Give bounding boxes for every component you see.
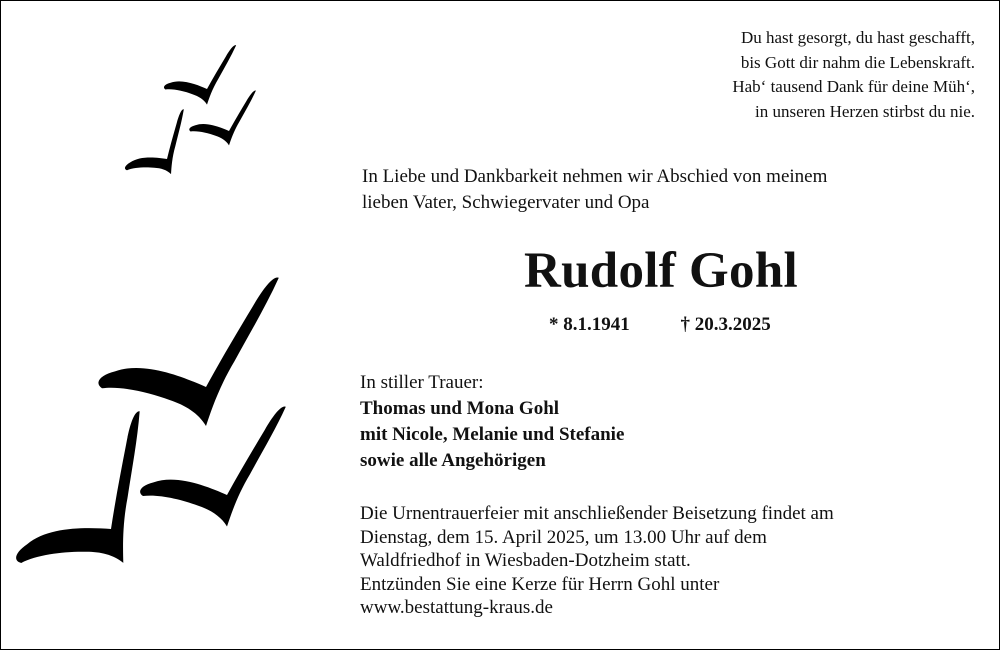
poem-line: Hab‘ tausend Dank für deine Müh‘, bbox=[732, 77, 975, 96]
poem-line: bis Gott dir nahm die Lebenskraft. bbox=[740, 52, 975, 72]
birth-date: * 8.1.1941 bbox=[549, 314, 630, 335]
intro-line: lieben Vater, Schwiegervater und Opa bbox=[362, 192, 650, 213]
mourner-line: sowie alle Angehörigen bbox=[360, 450, 546, 471]
website-link: www.bestattung-kraus.de bbox=[360, 597, 553, 618]
bird-icon bbox=[140, 407, 286, 527]
mourner-line: mit Nicole, Melanie und Stefanie bbox=[360, 424, 625, 445]
intro-text bbox=[362, 164, 827, 216]
intro-line: In Liebe und Dankbarkeit nehmen wir Abschied von meinem bbox=[362, 166, 828, 187]
poem-line: Du hast gesorgt, du hast geschafft, bbox=[740, 28, 975, 47]
poem bbox=[732, 26, 975, 124]
service-line: Die Urnentrauerfeier mit anschließender Beisetzung findet am bbox=[360, 503, 834, 524]
service-line: Entzünden Sie eine Kerze für Herrn Gohl unter bbox=[360, 573, 720, 595]
service-info bbox=[360, 502, 834, 620]
poem-line: in unseren Herzen stirbst du nie. bbox=[755, 101, 975, 121]
mourner-line: Thomas und Mona Gohl bbox=[360, 398, 560, 419]
death-date: † 20.3.2025 bbox=[680, 314, 771, 335]
service-line: Dienstag, dem 15. April 2025, um 13.00 Uhr auf dem bbox=[360, 526, 767, 548]
bird-icon bbox=[98, 277, 278, 426]
bird-icon bbox=[164, 45, 236, 104]
deceased-name: Rudolf Gohl bbox=[524, 243, 798, 299]
bird-icon bbox=[1, 411, 186, 597]
mourners-heading: In stiller Trauer: bbox=[360, 372, 484, 393]
bird-icon bbox=[114, 109, 199, 185]
life-dates bbox=[549, 314, 771, 336]
service-line: Waldfriedhof in Wiesbaden-Dotzheim statt. bbox=[360, 550, 691, 571]
bird-icon bbox=[189, 91, 256, 146]
mourners bbox=[360, 370, 624, 474]
